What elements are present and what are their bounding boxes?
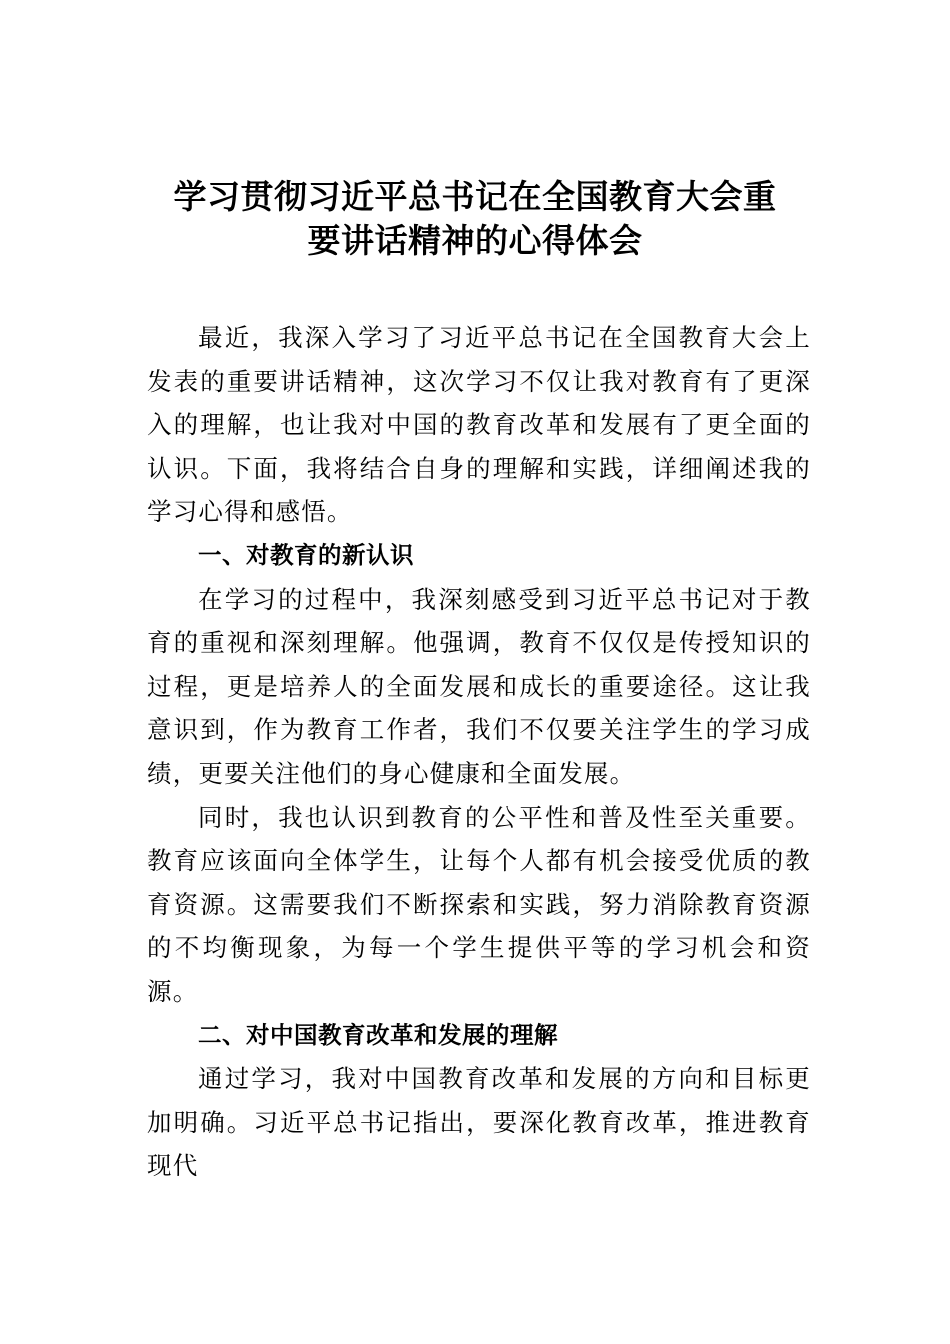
- body-paragraph: 通过学习，我对中国教育改革和发展的方向和目标更加明确。习近平总书记指出，要深化教育改革，推进教育现代: [147, 1064, 811, 1181]
- document-body: [147, 316, 811, 1188]
- document-title-line-2: 要讲话精神的心得体会: [307, 221, 643, 260]
- body-paragraph: 最近，我深入学习了习近平总书记在全国教育大会上发表的重要讲话精神，这次学习不仅让我对教育有了更深入的理解，也让我对中国的教育改革和发展有了更全面的认识。下面，我将结合自身的理解和实践，详细阐述我的学习心得和感悟。: [147, 323, 811, 527]
- body-paragraph: 在学习的过程中，我深刻感受到习近平总书记对于教育的重视和深刻理解。他强调，教育不仅仅是传授知识的过程，更是培养人的全面发展和成长的重要途径。这让我意识到，作为教育工作者，我们不仅要关注学生的学习成绩，更要关注他们的身心健康和全面发展。: [147, 584, 811, 788]
- section-heading: 二、对中国教育改革和发展的理解: [198, 1020, 558, 1049]
- document-title-line-1: 学习贯彻习近平总书记在全国教育大会重: [173, 177, 777, 216]
- body-paragraph: 同时，我也认识到教育的公平性和普及性至关重要。教育应该面向全体学生，让每个人都有机会接受优质的教育资源。这需要我们不断探索和实践，努力消除教育资源的不均衡现象，为每一个学生提供平等的学习机会和资源。: [147, 802, 811, 1006]
- section-heading: 一、对教育的新认识: [198, 540, 414, 569]
